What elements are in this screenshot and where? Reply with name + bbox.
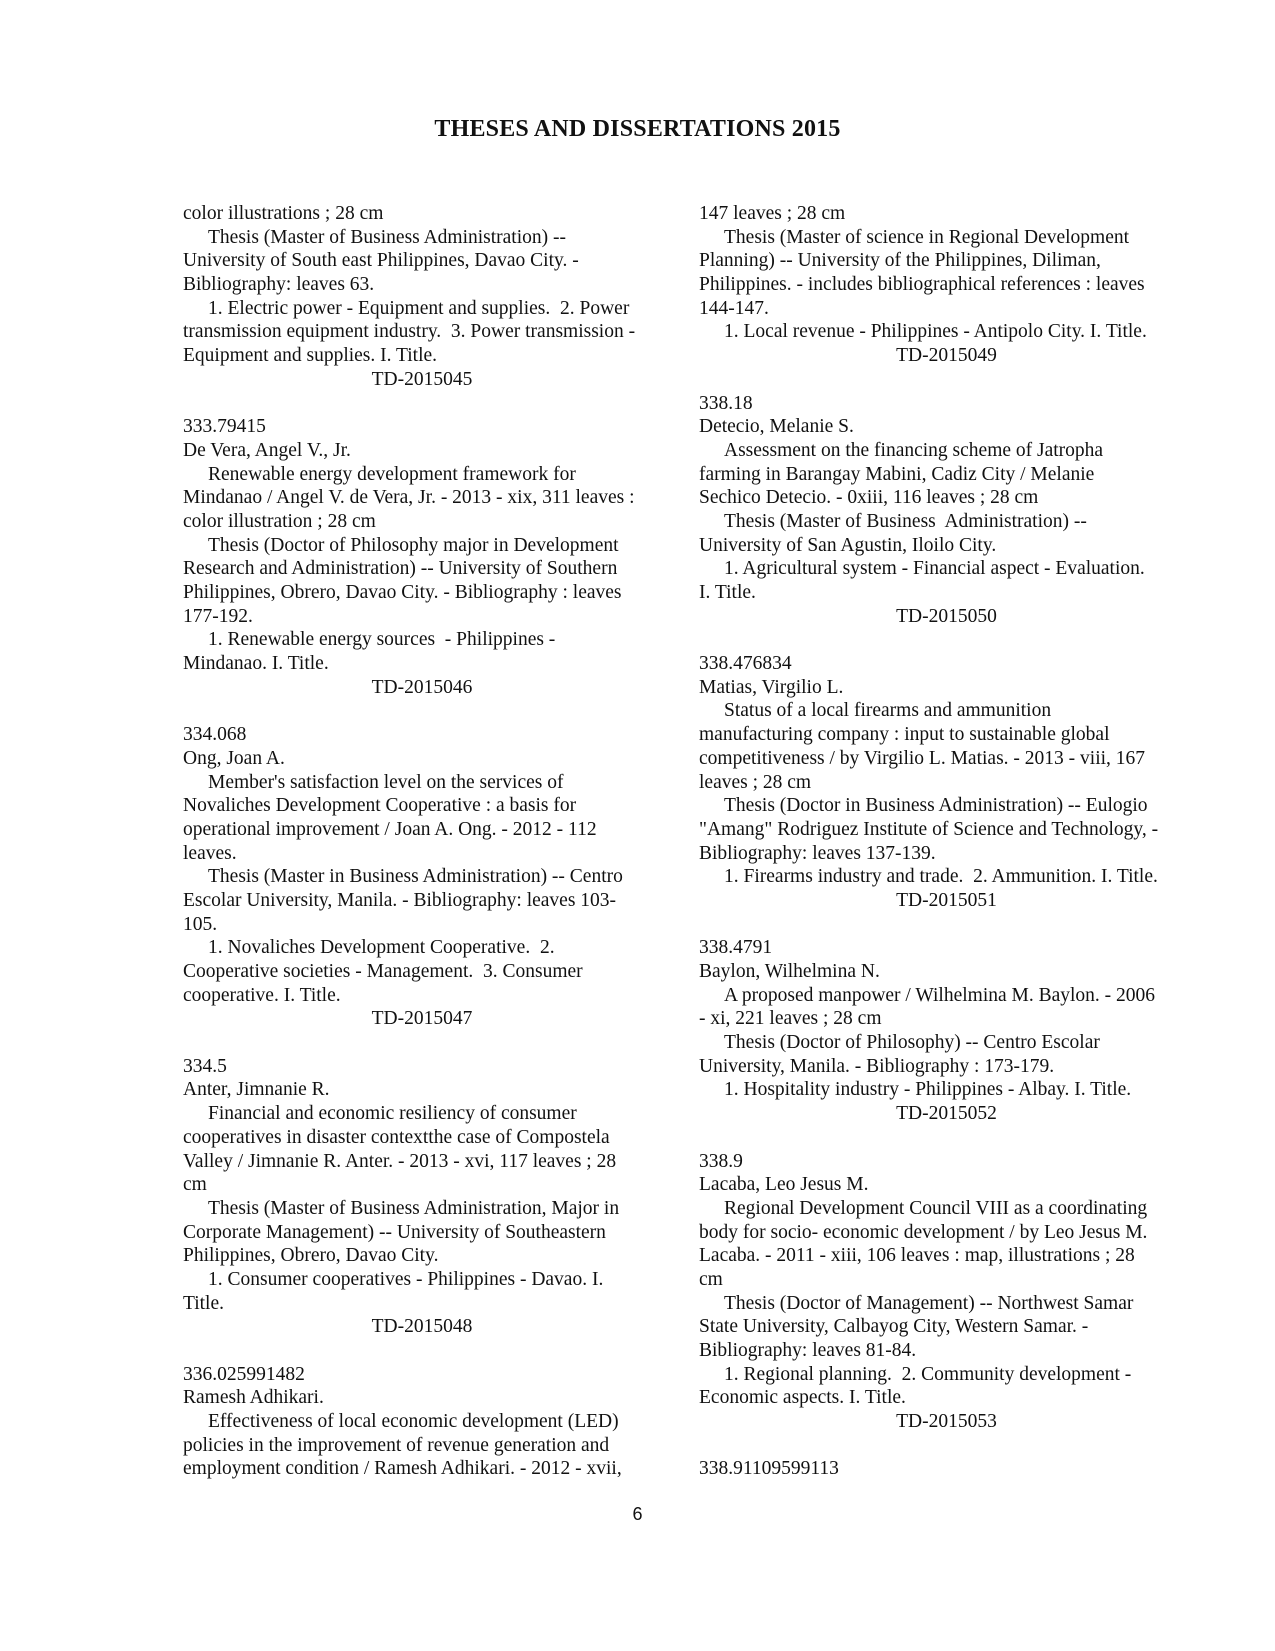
catalog-line: Philippines, Obrero, Davao City. - Bibliography : leaves bbox=[183, 582, 622, 603]
catalog-line: Baylon, Wilhelmina N. bbox=[699, 961, 880, 982]
catalog-line: Thesis (Doctor of Management) -- Northwest Samar bbox=[724, 1292, 1134, 1314]
catalog-line: competitiveness / by Virgilio L. Matias. - 2013 - viii, 167 bbox=[699, 747, 1146, 769]
catalog-line: 144-147. bbox=[699, 297, 769, 319]
catalog-line: Member's satisfaction level on the services of bbox=[208, 771, 564, 793]
accession-number: TD-2015049 bbox=[896, 345, 997, 367]
catalog-line: Assessment on the financing scheme of Jatropha bbox=[724, 439, 1104, 461]
catalog-line: Thesis (Master of Business Administration) -- bbox=[208, 226, 566, 248]
catalog-line: 1. Agricultural system - Financial aspect - Evaluation. bbox=[724, 558, 1145, 580]
catalog-line: policies in the improvement of revenue generation and bbox=[183, 1434, 610, 1456]
catalog-line: color illustrations ; 28 cm bbox=[183, 203, 384, 224]
catalog-line: Anter, Jimnanie R. bbox=[183, 1079, 330, 1101]
catalog-line: Thesis (Master of Business Administration) -- bbox=[724, 510, 1087, 532]
catalog-line: Mindanao. I. Title. bbox=[183, 653, 329, 675]
accession-number: TD-2015052 bbox=[896, 1103, 997, 1125]
catalog-line: manufacturing company : input to sustainable global bbox=[699, 724, 1110, 746]
accession-number: TD-2015045 bbox=[371, 368, 473, 390]
catalog-line: Detecio, Melanie S. bbox=[699, 416, 854, 438]
catalog-line: Matias, Virgilio L. bbox=[699, 676, 844, 698]
catalog-line: Novaliches Development Cooperative : a basis for bbox=[183, 795, 577, 817]
catalog-line: 334.068 bbox=[183, 724, 247, 746]
entry-separator bbox=[699, 1434, 1194, 1458]
catalog-line: operational improvement / Joan A. Ong. - 2012 - 112 bbox=[183, 818, 597, 840]
entry-separator bbox=[183, 392, 661, 416]
catalog-line: Thesis (Master in Business Administration) -- Centro bbox=[208, 866, 623, 888]
page-number: 6 bbox=[632, 1504, 643, 1524]
catalog-line: Thesis (Doctor of Philosophy major in Development bbox=[208, 534, 619, 556]
catalog-line: Economic aspects. I. Title. bbox=[699, 1387, 906, 1409]
catalog-line: Planning) -- University of the Philippines, Diliman, bbox=[699, 250, 1101, 272]
catalog-line: Thesis (Doctor of Philosophy) -- Centro Escolar bbox=[724, 1032, 1100, 1054]
catalog-line: Valley / Jimnanie R. Anter. - 2013 - xvi, 117 leaves ; 28 bbox=[183, 1150, 617, 1172]
catalog-line: 147 leaves ; 28 cm bbox=[699, 203, 846, 224]
catalog-line: University of South east Philippines, Davao City. - bbox=[183, 250, 579, 272]
catalog-line: - xi, 221 leaves ; 28 cm bbox=[699, 1008, 882, 1030]
catalog-line: University of San Agustin, Iloilo City. bbox=[699, 534, 997, 556]
catalog-line: Bibliography: leaves 63. bbox=[183, 274, 375, 296]
catalog-line: Ong, Joan A. bbox=[183, 747, 285, 769]
catalog-line: 1. Local revenue - Philippines - Antipolo City. I. Title. bbox=[724, 321, 1147, 343]
right-column bbox=[699, 202, 1194, 1481]
catalog-line: 338.18 bbox=[699, 392, 753, 414]
accession-number: TD-2015047 bbox=[371, 1008, 473, 1030]
catalog-line: 105. bbox=[183, 913, 218, 935]
entry-separator bbox=[183, 1031, 661, 1055]
catalog-line: Thesis (Master of Business Administration, Major in bbox=[208, 1197, 620, 1219]
catalog-line: Bibliography: leaves 81-84. bbox=[699, 1340, 917, 1361]
catalog-line: leaves ; 28 cm bbox=[699, 771, 812, 793]
entry-separator bbox=[183, 699, 661, 723]
entry-separator bbox=[699, 628, 1194, 652]
accession-number: TD-2015053 bbox=[896, 1411, 997, 1433]
catalog-line: Status of a local firearms and ammunition bbox=[724, 700, 1052, 722]
catalog-line: A proposed manpower / Wilhelmina M. Baylon. - 2006 bbox=[724, 984, 1156, 1006]
catalog-line: Title. bbox=[183, 1292, 225, 1314]
catalog-line: 338.9 bbox=[699, 1150, 743, 1172]
catalog-line: 338.476834 bbox=[699, 653, 792, 675]
left-column bbox=[183, 202, 661, 1481]
catalog-line: 338.91109599113 bbox=[699, 1458, 839, 1480]
catalog-line: leaves. bbox=[183, 842, 237, 864]
catalog-line: cooperative. I. Title. bbox=[183, 984, 341, 1006]
catalog-line: 338.4791 bbox=[699, 937, 773, 959]
catalog-line: cooperatives in disaster contextthe case of Compostela bbox=[183, 1126, 610, 1148]
catalog-line: cm bbox=[699, 1268, 723, 1290]
catalog-line: Thesis (Master of science in Regional Development bbox=[724, 226, 1130, 248]
catalog-line: Thesis (Doctor in Business Administration) -- Eulogio bbox=[724, 795, 1148, 817]
catalog-line: employment condition / Ramesh Adhikari. - 2012 - xvii, bbox=[183, 1458, 622, 1480]
catalog-line: 1. Electric power - Equipment and supplies. 2. Power bbox=[208, 297, 630, 319]
catalog-line: Regional Development Council VIII as a coordinating bbox=[724, 1197, 1148, 1219]
catalog-line: Mindanao / Angel V. de Vera, Jr. - 2013 - xix, 311 leaves : bbox=[183, 487, 635, 509]
catalog-line: transmission equipment industry. 3. Power transmission - bbox=[183, 321, 636, 343]
entry-separator bbox=[183, 1339, 661, 1363]
catalog-line: Bibliography: leaves 137-139. bbox=[699, 842, 936, 864]
catalog-line: 1. Regional planning. 2. Community development - bbox=[724, 1363, 1132, 1385]
entry-separator bbox=[699, 1126, 1194, 1150]
catalog-line: State University, Calbayog City, Western Samar. - bbox=[699, 1316, 1089, 1338]
accession-number: TD-2015051 bbox=[896, 889, 997, 911]
catalog-line: Philippines. - includes bibliographical references : leaves bbox=[699, 274, 1145, 296]
catalog-line: 333.79415 bbox=[183, 416, 266, 438]
catalog-line: De Vera, Angel V., Jr. bbox=[183, 439, 351, 461]
catalog-line: "Amang" Rodriguez Institute of Science and Technology, - bbox=[699, 818, 1159, 840]
catalog-line: 336.025991482 bbox=[183, 1363, 305, 1385]
catalog-line: body for socio- economic development / by Leo Jesus M. bbox=[699, 1221, 1148, 1243]
catalog-line: 334.5 bbox=[183, 1055, 227, 1077]
catalog-line: University, Manila. - Bibliography : 173-179. bbox=[699, 1055, 1055, 1077]
catalog-line: Equipment and supplies. I. Title. bbox=[183, 345, 438, 367]
catalog-line: Research and Administration) -- University of Southern bbox=[183, 558, 618, 580]
catalog-line: cm bbox=[183, 1174, 207, 1196]
accession-number: TD-2015050 bbox=[896, 605, 997, 627]
catalog-line: 1. Novaliches Development Cooperative. 2. bbox=[208, 937, 555, 959]
entry-separator bbox=[699, 368, 1194, 392]
catalog-line: Effectiveness of local economic development (LED) bbox=[208, 1411, 619, 1433]
catalog-line: Financial and economic resiliency of consumer bbox=[208, 1103, 577, 1125]
catalog-line: 1. Renewable energy sources - Philippines - bbox=[208, 629, 556, 651]
catalog-line: I. Title. bbox=[699, 582, 756, 603]
entry-separator bbox=[699, 913, 1194, 937]
catalog-line: farming in Barangay Mabini, Cadiz City / Melanie bbox=[699, 463, 1095, 485]
catalog-line: color illustration ; 28 cm bbox=[183, 510, 376, 532]
catalog-line: 1. Hospitality industry - Philippines - Albay. I. Title. bbox=[724, 1079, 1132, 1101]
catalog-line: 177-192. bbox=[183, 605, 253, 627]
catalog-line: 1. Firearms industry and trade. 2. Ammunition. I. Title. bbox=[724, 866, 1158, 888]
catalog-line: Escolar University, Manila. - Bibliography: leaves 103- bbox=[183, 889, 617, 911]
catalog-line: Cooperative societies - Management. 3. Consumer bbox=[183, 961, 583, 982]
accession-number: TD-2015048 bbox=[371, 1316, 473, 1338]
page-title: THESES AND DISSERTATIONS 2015 bbox=[434, 116, 841, 142]
catalog-line: Philippines, Obrero, Davao City. bbox=[183, 1245, 439, 1267]
catalog-line: Ramesh Adhikari. bbox=[183, 1387, 324, 1409]
catalog-line: Sechico Detecio. - 0xiii, 116 leaves ; 28 cm bbox=[699, 487, 1039, 509]
catalog-line: Lacaba. - 2011 - xiii, 106 leaves : map, illustrations ; 28 bbox=[699, 1245, 1135, 1267]
catalog-line: Renewable energy development framework for bbox=[208, 463, 576, 485]
catalog-line: Lacaba, Leo Jesus M. bbox=[699, 1174, 869, 1196]
catalog-line: Corporate Management) -- University of Southeastern bbox=[183, 1221, 606, 1243]
catalog-line: 1. Consumer cooperatives - Philippines - Davao. I. bbox=[208, 1268, 604, 1290]
accession-number: TD-2015046 bbox=[371, 676, 473, 698]
